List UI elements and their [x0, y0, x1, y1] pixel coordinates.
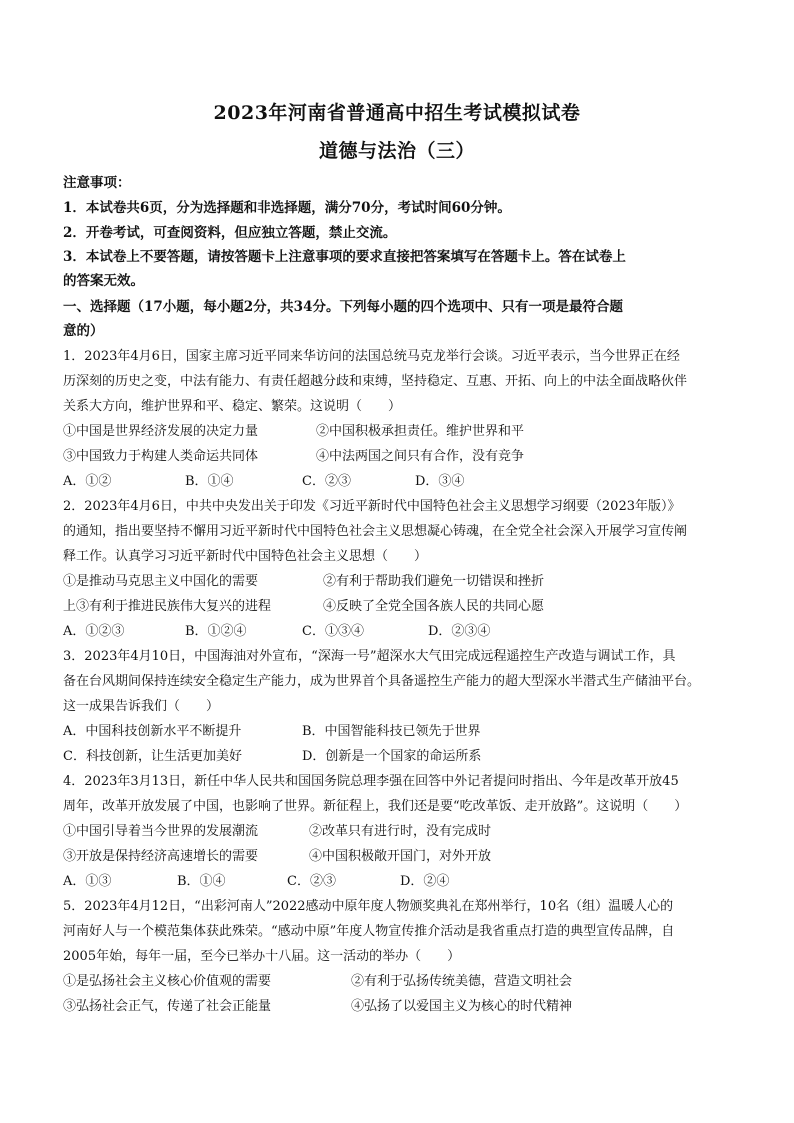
- q2-option-d: D．②③④: [428, 624, 491, 639]
- q2-statement-2: ②有利于帮助我们避免一切错误和挫折: [323, 574, 545, 589]
- q4-statement-2: ②改革只有进行时，没有完成时: [309, 824, 492, 839]
- q5-statement-1: ①是弘扬社会主义核心价值观的需要: [63, 974, 272, 989]
- q4-statement-1: ①中国引导着当今世界的发展潮流: [63, 824, 259, 839]
- exam-subtitle: 道德与法治（三）: [318, 140, 475, 162]
- section-heading-line-1: 一、选择题（17小题，每小题2分，共34分。下列每小题的四个选项中、只有一项是最符合题: [63, 299, 623, 315]
- q3-option-d: D．创新是一个国家的命运所系: [302, 749, 482, 764]
- q4-option-a: A．①③: [63, 874, 112, 889]
- q2-option-a: A．①②③: [63, 624, 125, 639]
- q2-statement-1: ①是推动马克思主义中国化的需要: [63, 574, 259, 589]
- q1-statement-3: ③中国致力于构建人类命运共同体: [63, 449, 259, 464]
- q1-statement-1: ①中国是世界经济发展的决定力量: [63, 424, 259, 439]
- q1-stem-line-1: 1．2023年4月6日，国家主席习近平同来华访问的法国总统马克龙举行会谈。习近平表示，当今世界正在经: [63, 349, 680, 364]
- exam-title: 2023年河南省普通高中招生考试模拟试卷: [213, 102, 581, 124]
- q1-stem-line-3: 关系大方向，维护世界和平、稳定、繁荣。这说明（ ）: [63, 399, 402, 414]
- q5-stem-line-1: 5．2023年4月12日，“出彩河南人”2022感动中原年度人物颁奖典礼在郑州举行，10名（组）温暖人心的: [63, 899, 674, 914]
- q4-option-b: B．①④: [177, 874, 226, 889]
- q2-stem-line-3: 释工作。认真学习习近平新时代中国特色社会主义思想（ ）: [63, 549, 428, 564]
- q3-option-b: B．中国智能科技已领先于世界: [302, 724, 481, 739]
- q2-stem-line-1: 2．2023年4月6日，中共中央发出关于印发《习近平新时代中国特色社会主义思想学习纲要（2023年版）》: [63, 499, 681, 514]
- q4-stem-line-1: 4．2023年3月13日，新任中华人民共和国国务院总理李强在回答中外记者提问时指出、今年是改革开放45: [63, 774, 679, 789]
- q3-option-a: A．中国科技创新水平不断提升: [63, 724, 242, 739]
- q1-option-d: D．③④: [415, 474, 465, 489]
- q2-option-b: B．①②④: [185, 624, 247, 639]
- notice-item-2: 2．开卷考试，可查阅资料，但应独立答题，禁止交流。: [63, 225, 397, 241]
- q2-statement-4: ④反映了全党全国各族人民的共同心愿: [323, 599, 545, 614]
- q5-stem-line-3: 2005年始，每年一届，至今已举办十八届。这一活动的举办（ ）: [63, 949, 461, 964]
- q1-stem-line-2: 历深刻的历史之变，中法有能力、有责任超越分歧和束缚，坚持稳定、互惠、开拓、向上的中法全面战略伙伴: [63, 374, 688, 389]
- notice-item-3-line-1: 3．本试卷上不要答题，请按答题卡上注意事项的要求直接把答案填写在答题卡上。答在试卷上: [63, 249, 626, 265]
- q1-statement-4: ④中法两国之间只有合作，没有竞争: [316, 449, 525, 464]
- q4-statement-3: ③开放是保持经济高速增长的需要: [63, 849, 259, 864]
- q1-statement-2: ②中国积极承担责任。维护世界和平: [316, 424, 525, 439]
- q2-option-c: C．①③④: [302, 624, 364, 639]
- q2-stem-line-2: 的通知，指出要坚持不懈用习近平新时代中国特色社会主义思想凝心铸魂，在全党全社会深入开展学习宣传阐: [63, 524, 688, 539]
- notice-item-3-line-2: 的答案无效。: [63, 273, 144, 289]
- notice-heading: 注意事项：: [63, 175, 131, 191]
- q1-option-a: A．①②: [63, 474, 112, 489]
- q5-statement-4: ④弘扬了以爱国主义为核心的时代精神: [351, 999, 573, 1014]
- q3-stem-line-2: 备在台风期间保持连续安全稳定生产能力，成为世界首个具备遥控生产能力的超大型深水半潜式生产储油平台。: [63, 674, 701, 689]
- notice-item-1: 1．本试卷共6页，分为选择题和非选择题，满分70分，考试时间60分钟。: [63, 200, 511, 216]
- q4-statement-4: ④中国积极敞开国门，对外开放: [309, 849, 492, 864]
- q5-statement-2: ②有利于弘扬传统美德，营造文明社会: [351, 974, 573, 989]
- q4-option-c: C．②③: [287, 874, 336, 889]
- q1-option-c: C．②③: [302, 474, 351, 489]
- q5-statement-3: ③弘扬社会正气，传递了社会正能量: [63, 999, 272, 1014]
- q4-option-d: D．②④: [400, 874, 450, 889]
- q4-stem-line-2: 周年，改革开放发展了中国，也影响了世界。新征程上，我们还是要“吃改革饭、走开放路”。这说明（ ）: [63, 799, 688, 814]
- q3-stem-line-1: 3．2023年4月10日，中国海油对外宣布，“深海一号”超深水大气田完成远程遥控生产改造与调试工作，具: [63, 649, 676, 664]
- q3-stem-line-3: 这一成果告诉我们（ ）: [63, 699, 220, 714]
- q5-stem-line-2: 河南好人与一个模范集体获此殊荣。“感动中原”年度人物宣传推介活动是我省重点打造的典型宣传品牌，自: [63, 924, 675, 939]
- q3-option-c: C．科技创新，让生活更加美好: [63, 749, 242, 764]
- q1-option-b: B．①④: [185, 474, 234, 489]
- section-heading-line-2: 意的）: [63, 323, 104, 339]
- q2-statement-3: 上③有利于推进民族伟大复兴的进程: [63, 599, 272, 614]
